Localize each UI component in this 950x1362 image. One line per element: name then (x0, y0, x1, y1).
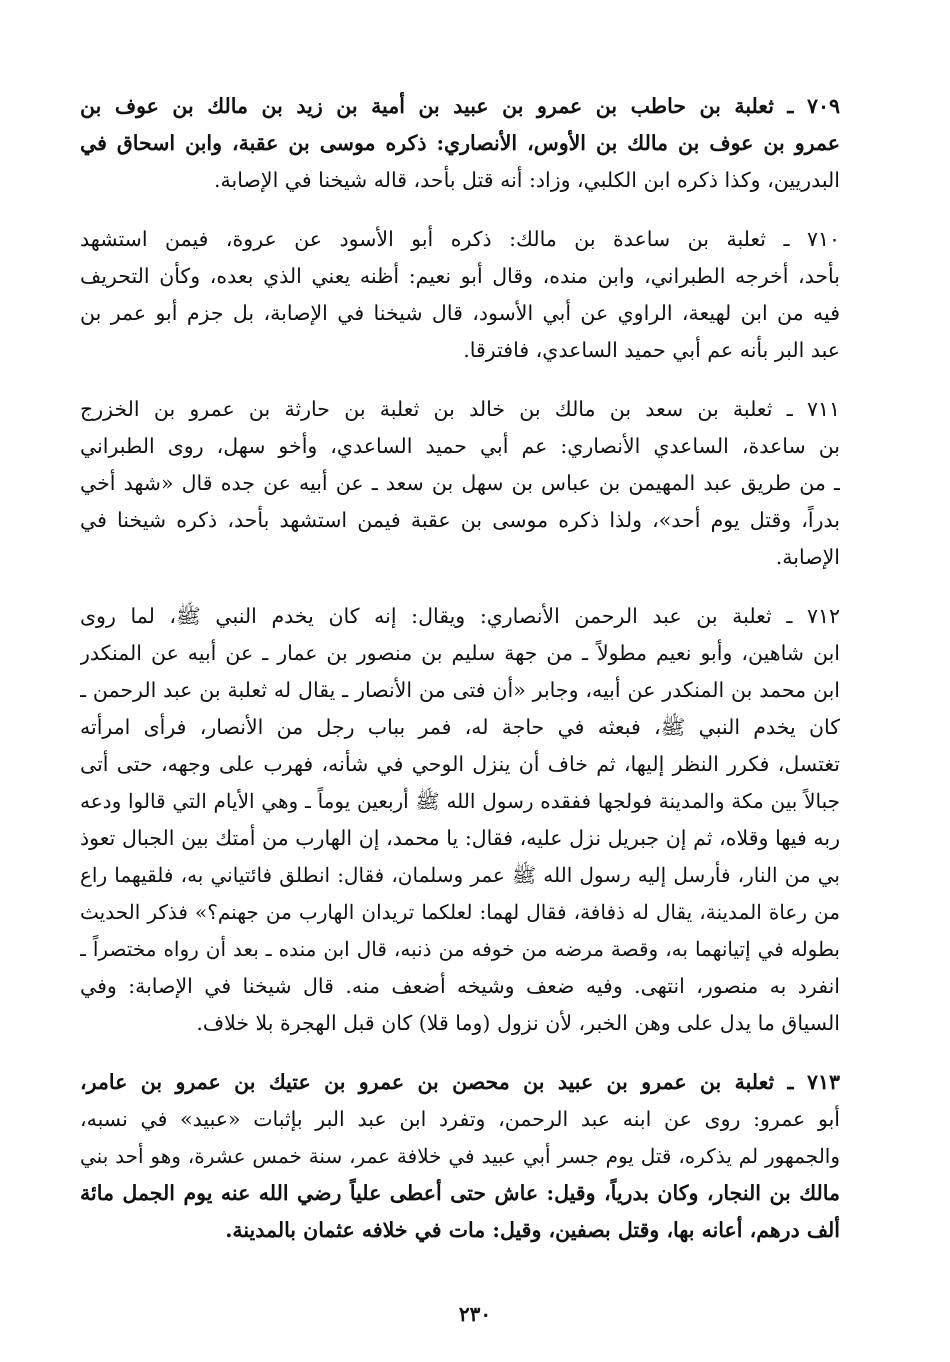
entry-line: مالك بن النجار، وكان بدرياً، وقيل: عاش حتى أعطى علياً رضي الله عنه يوم الجمل مائة (80, 1181, 840, 1205)
entry-712 (80, 598, 840, 1042)
entry-line: ابن محمد بن المنكدر عن أبيه، وجابر «أن فتى من الأنصار ـ يقال له ثعلبة بن عبد الرحمن ـ (80, 678, 840, 702)
page-number: ٢٣٠ (458, 1302, 492, 1326)
entry-line: انفرد به منصور، انتهى. وفيه ضعف وشيخه أضعف منه. قال شيخنا في الإصابة: وفي (80, 974, 840, 998)
entry-711 (80, 391, 840, 576)
entry-line: بأحد، أخرجه الطبراني، وابن منده، وقال أبو نعيم: أظنه يعني الذي بعده، وكأن التحريف (80, 264, 840, 288)
entry-line: عمرو بن عوف بن مالك بن الأوس، الأنصاري: ذكره موسى بن عقبة، وابن اسحاق في (80, 131, 840, 155)
entry-line: ألف درهم، أعانه بها، وقتل بصفين، وقيل: مات في خلافه عثمان بالمدينة. (225, 1218, 840, 1242)
entry-line: والجمهور لم يذكره، قتل يوم جسر أبي عبيد في خلافة عمر، سنة خمس عشرة، وهو أحد بني (80, 1144, 840, 1168)
entry-line: كان يخدم النبي ﷺ، فبعثه في حاجة له، فمر بباب رجل من الأنصار، فرأى امرأته (80, 715, 840, 739)
entry-line: جبالاً بين مكة والمدينة فولجها ففقده رسول الله ﷺ أربعين يوماً ـ وهي الأيام التي قالوا ودعه (80, 789, 840, 813)
entry-line: الإصابة. (775, 545, 840, 569)
entry-line: من رعاة المدينة، يقال له ذفافة، فقال لهما: لعلكما تريدان الهارب من جهنم؟» فذكر الحديث (80, 900, 840, 924)
entry-line: ٧١٠ ـ ثعلبة بن ساعدة بن مالك: ذكره أبو الأسود عن عروة، فيمن استشهد (80, 227, 840, 251)
entry-line: بن ساعدة، الساعدي الأنصاري: عم أبي حميد الساعدي، وأخو سهل، روى الطبراني (80, 434, 840, 458)
entry-line: ابن شاهين، وأبو نعيم مطولاً ـ من جهة سليم بن منصور بن عمار ـ عن أبيه عن المنكدر (80, 641, 840, 665)
entry-line: أبو عمرو: روى عن ابنه عبد الرحمن، وتفرد ابن عبد البر بإثبات «عبيد» في نسبه، (80, 1107, 840, 1131)
entry-710 (80, 221, 840, 369)
entry-line: ٧١٣ ـ ثعلبة بن عمرو بن عبيد بن محصن بن عمرو بن عتيك بن عمرو بن عامر، (80, 1070, 840, 1094)
entry-line: بطوله في إتيانهما به، وقصة مرضه من خوفه من ذنبه، قال ابن منده ـ بعد أن رواه مختصراً ـ (80, 937, 840, 961)
entry-line: ٧١١ ـ ثعلبة بن سعد بن مالك بن خالد بن ثعلبة بن حارثة بن عمرو بن الخزرج (80, 397, 840, 421)
entry-line: فيه من ابن لهيعة، الراوي عن أبي الأسود، قال شيخنا في الإصابة، بل جزم أبو عمر بن (80, 301, 840, 325)
entry-line: تغتسل، فكرر النظر إليها، ثم خاف أن ينزل الوحي في شأنه، فهرب على وجهه، حتى أتى (80, 752, 840, 776)
entry-line: ٧٠٩ ـ ثعلبة بن حاطب بن عمرو بن عبيد بن أمية بن زيد بن مالك بن عوف بن (80, 94, 840, 118)
entry-709 (80, 88, 840, 199)
entry-line: البدريين، وكذا ذكره ابن الكلبي، وزاد: أنه قتل بأحد، قاله شيخنا في الإصابة. (214, 168, 840, 192)
entry-line: بي من النار، فأرسل إليه رسول الله ﷺ عمر وسلمان، فقال: انطلق فائتياني به، فلقيهما راع (80, 863, 840, 887)
entry-line: ربه فيها وقلاه، ثم إن جبريل نزل عليه، فقال: يا محمد، إن الهارب من أمتك بين الجبال تعوذ (80, 826, 840, 850)
entry-line: عبد البر بأنه عم أبي حميد الساعدي، فافترقا. (463, 338, 840, 362)
book-page (80, 88, 840, 1249)
entry-713 (80, 1064, 840, 1249)
entry-line: السياق ما يدل على وهن الخبر، لأن نزول (وما قلا) كان قبل الهجرة بلا خلاف. (196, 1011, 840, 1035)
entry-line: بدراً، وقتل يوم أحد»، ولذا ذكره موسى بن عقبة فيمن استشهد بأحد، ذكره شيخنا في (80, 508, 840, 532)
entry-line: ـ من طريق عبد المهيمن بن عباس بن سهل بن سعد ـ عن أبيه عن جده قال «شهد أخي (80, 471, 840, 495)
entry-line: ٧١٢ ـ ثعلبة بن عبد الرحمن الأنصاري: ويقال: إنه كان يخدم النبي ﷺ، لما روى (80, 604, 840, 628)
